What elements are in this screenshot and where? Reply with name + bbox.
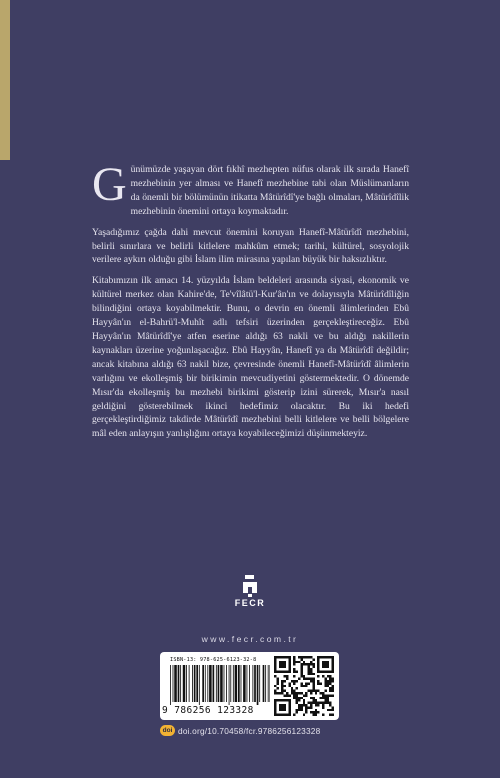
publisher-logo: [226, 575, 274, 608]
barcode-icon: [170, 665, 270, 705]
blurb-paragraph-2: Yaşadığımız çağda dahi mevcut önemini koruyan Hanefî-Mâtürîdî mezhebini, belirli sınırlara ve belirli kitlelere mahkûm etmek; tarihi, kültürel, sosyolojik verilere aykırı olduğu gibi İslam ilim mirasına yapılan büyük bir haksızlıktır.: [92, 226, 409, 266]
isbn-label: ISBN-13: 978-625-6123-32-8: [170, 657, 257, 663]
publisher-website[interactable]: www.fecr.com.tr: [201, 634, 299, 644]
blurb-paragraph-1-text: ünümüzde yaşayan dört fıkhî mezhepten nüfus olarak ilk sırada Hanefî mezhebinin yer alması ve Hanefî mezhebine tabi olan Müslümanların da önemli bir bölümünün itikatta Mâtürîdî'ye bağlı olmaları, Mâtürîdîlik mezhebinin önemini ortaya koymaktadır.: [130, 164, 409, 217]
gold-accent-bar: [0, 0, 10, 160]
blurb-paragraph-3: Kitabımızın ilk amacı 14. yüzyılda İslam beldeleri arasında siyasi, ekonomik ve kültürel merkez olan Kahire'de, Te'vîlâtü'l-Kur'ân'ın ve dolayısıyla Mâtürîdîliğin bilindiğini ortaya koyabilmektir. Bunu, o devrin en önemli âlimlerinden Ebû Hayyân'ın el-Bahrü'l-Muhît adlı tefsiri üzerinden gerçekleştireceğiz. Ebû Hayyân'ın Mâtürîdî'ye atfen eserine aldığı 63 nakli ve bu aldığı nakillerin kaynakları üzerine yoğunlaşacağız. Ebû Hayyân, Hanefî ya da Mâtürîdî değildir; ancak kitabına aldığı 63 nakil bize, çevresinde önemli Hanefî-Mâtürîdî âlimlerin varlığını ve ekolleşmiş bir birikimin mevcudiyetini göstermektedir. O dönemde Mısır'da ekolleşmiş bu mezhebi birikimi gösterip izini sürerek, Mısır'a nasıl geldiğini gösterebilmek ikinci hedefimiz olacaktır. Bu iki hedefi gerçekleştirdiğimiz takdirde Mâtürîdî mezhebini belli kitlelere ve belli bölgelere mâl eden anlayışın yanlışlığını ortaya koyabileceğimizi düşünmekteyiz.: [92, 275, 409, 440]
blurb-text: [92, 158, 409, 448]
fecr-logo-icon: [240, 575, 260, 597]
doi-text: doi.org/10.70458/fcr.9786256123328: [178, 725, 321, 736]
drop-cap: G: [92, 158, 127, 211]
barcode-box: [160, 652, 339, 720]
doi-link[interactable]: [160, 725, 320, 736]
doi-badge-icon: doi: [160, 725, 175, 736]
barcode-number: 9 786256 123328: [162, 705, 254, 716]
publisher-name: FECR: [234, 598, 266, 608]
qr-code-icon: [274, 656, 334, 716]
blurb-paragraph-1: [92, 158, 409, 219]
